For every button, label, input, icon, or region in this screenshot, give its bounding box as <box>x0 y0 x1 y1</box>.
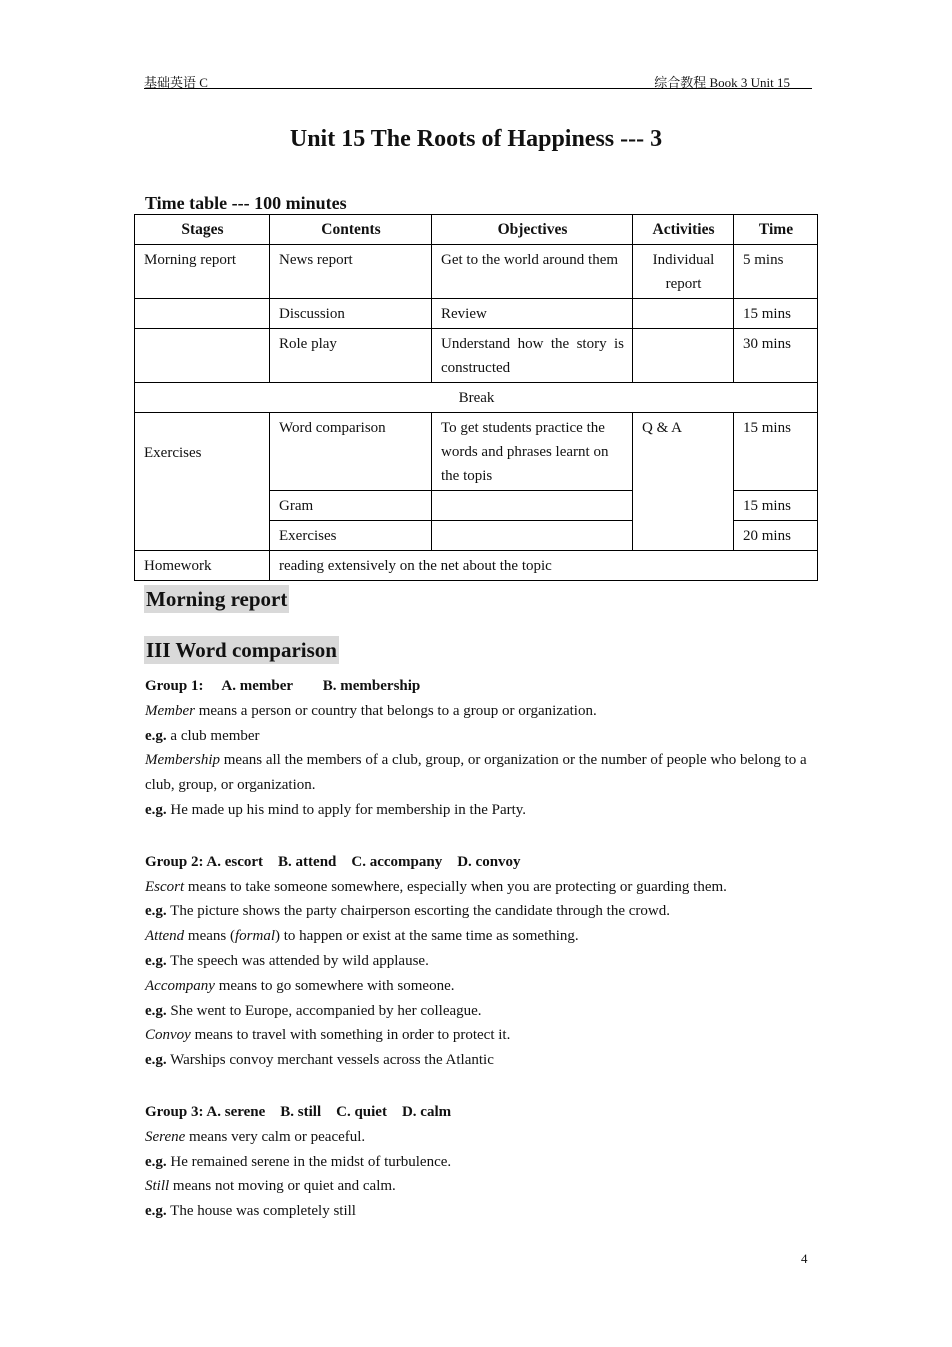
header-cell: Activities <box>633 215 734 245</box>
objective-cell: To get students practice the words and phrases learnt on the topis <box>432 413 633 491</box>
header-cell: Contents <box>270 215 432 245</box>
content-cell: News report <box>270 245 432 299</box>
objective-cell: Get to the world around them <box>432 245 633 299</box>
term: Member <box>145 702 195 719</box>
table-header-row <box>135 215 818 245</box>
example: e.g. He remained serene in the midst of turbulence. <box>145 1153 452 1170</box>
running-header <box>144 70 812 89</box>
word-comparison-body <box>145 674 813 1224</box>
example: e.g. The picture shows the party chairperson escorting the candidate through the crowd. <box>145 903 670 920</box>
eg-label: e.g. <box>145 1002 167 1019</box>
time-cell: 15 mins <box>734 299 818 329</box>
stage-cell: Homework <box>135 551 270 581</box>
objective-cell <box>432 491 633 521</box>
stage-cell: Morning report <box>135 245 270 299</box>
header-book: 综合教程 Book 3 Unit 15 <box>654 75 790 90</box>
term: Attend <box>145 928 185 945</box>
header-course: 基础英语 C <box>144 75 208 90</box>
objective-cell <box>432 521 633 551</box>
stage-cell: Exercises <box>135 413 270 551</box>
eg-label: e.g. <box>145 727 167 744</box>
eg-label: e.g. <box>145 903 167 920</box>
term: Convoy <box>145 1027 191 1044</box>
definition: Convoy means to travel with something in order to protect it. <box>145 1027 511 1044</box>
term: Escort <box>145 878 185 895</box>
content-cell: Discussion <box>270 299 432 329</box>
time-cell: 20 mins <box>734 521 818 551</box>
content-cell: Exercises <box>270 521 432 551</box>
example: e.g. Warships convoy merchant vessels across the Atlantic <box>145 1052 494 1069</box>
example: e.g. He made up his mind to apply for membership in the Party. <box>145 801 527 818</box>
example: e.g. She went to Europe, accompanied by her colleague. <box>145 1002 482 1019</box>
activity-cell: Individual report <box>633 245 734 299</box>
group-2-title: Group 2: A. escort B. attend C. accompany D. convoy <box>145 853 521 870</box>
activity-cell <box>633 299 734 329</box>
example: e.g. The speech was attended by wild applause. <box>145 952 429 969</box>
group-1-title: Group 1: A. member B. membership <box>145 678 421 694</box>
section-heading-morning-report: Morning report <box>146 587 288 611</box>
header-cell: Stages <box>135 215 270 245</box>
eg-label: e.g. <box>145 1203 167 1220</box>
eg-label: e.g. <box>145 1052 167 1069</box>
time-cell: 5 mins <box>734 245 818 299</box>
term: Membership <box>145 752 220 769</box>
term: Accompany <box>145 977 215 994</box>
time-cell: 15 mins <box>734 491 818 521</box>
definition: Still means not moving or quiet and calm. <box>145 1178 396 1195</box>
section-heading-word-comparison: III Word comparison <box>146 638 337 662</box>
definition: Accompany means to go somewhere with someone. <box>145 977 455 994</box>
group-3-title: Group 3: A. serene B. still C. quiet D. calm <box>145 1103 452 1120</box>
eg-label: e.g. <box>145 952 167 969</box>
break-cell: Break <box>135 383 818 413</box>
term: Serene <box>145 1128 186 1145</box>
objective-cell: Understand how the story is constructed <box>432 329 633 383</box>
stage-cell <box>135 299 270 329</box>
table-row <box>135 413 818 491</box>
eg-label: e.g. <box>145 1153 167 1170</box>
timetable <box>134 214 818 581</box>
table-row <box>135 383 818 413</box>
page-number: 4 <box>801 1251 808 1266</box>
content-cell: reading extensively on the net about the topic <box>270 551 818 581</box>
activity-cell: Q & A <box>633 413 734 551</box>
table-row <box>135 299 818 329</box>
stage-cell <box>135 329 270 383</box>
table-row <box>135 329 818 383</box>
content-cell: Word comparison <box>270 413 432 491</box>
example: e.g. The house was completely still <box>145 1203 356 1220</box>
term: Still <box>145 1178 170 1195</box>
example: e.g. a club member <box>145 727 260 744</box>
activity-cell <box>633 329 734 383</box>
header-cell: Time <box>734 215 818 245</box>
content-cell: Gram <box>270 491 432 521</box>
eg-label: e.g. <box>145 801 167 818</box>
objective-cell: Review <box>432 299 633 329</box>
definition: Membership means all the members of a club, group, or organization or the number of people who belong to a club, group, or organization. <box>145 752 807 794</box>
page-title: Unit 15 The Roots of Happiness --- 3 <box>289 126 663 152</box>
timetable-label: Time table --- 100 minutes <box>145 193 347 213</box>
table-row <box>135 551 818 581</box>
time-cell: 15 mins <box>734 413 818 491</box>
time-cell: 30 mins <box>734 329 818 383</box>
content-cell: Role play <box>270 329 432 383</box>
header-cell: Objectives <box>432 215 633 245</box>
definition: Serene means very calm or peaceful. <box>145 1128 366 1145</box>
definition: Member means a person or country that belongs to a group or organization. <box>145 702 597 719</box>
definition: Attend means (formal) to happen or exist at the same time as something. <box>145 928 579 945</box>
table-row <box>135 245 818 299</box>
definition: Escort means to take someone somewhere, especially when you are protecting or guarding them. <box>145 878 727 895</box>
